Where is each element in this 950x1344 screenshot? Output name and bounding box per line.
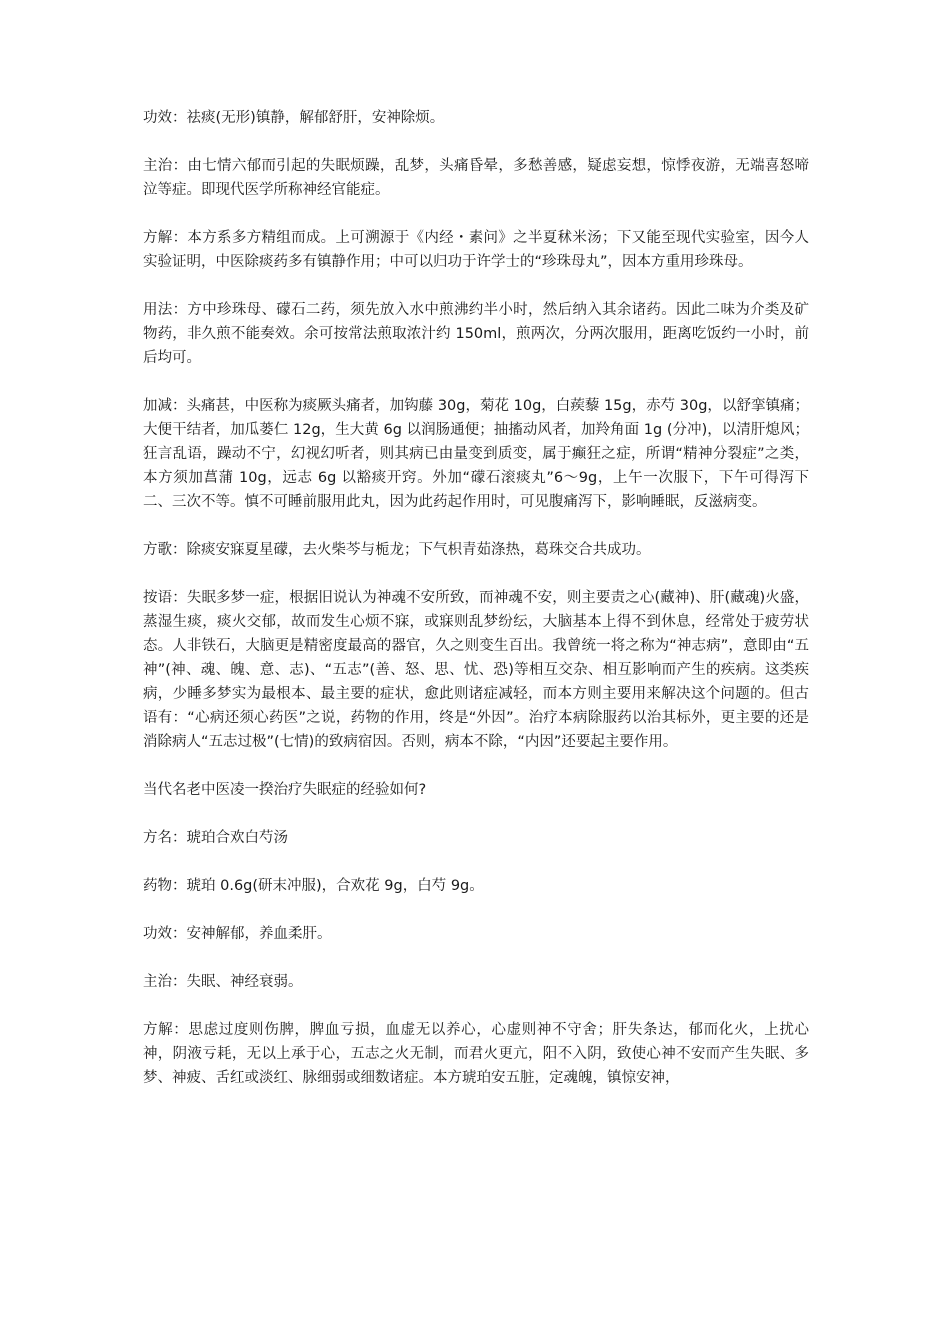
section-question: 当代名老中医凌一揆治疗失眠症的经验如何? (143, 782, 427, 798)
paragraph-indications: 主治：由七情六郁而引起的失眠烦躁，乱梦，头痛昏晕，多愁善感，疑虑妄想，惊悸夜游，无端喜怒啼泣等症。即现代医学所称神经官能症。 (143, 158, 809, 198)
paragraph-efficacy: 功效：祛痰(无形)镇静，解郁舒肝，安神除烦。 (143, 110, 445, 126)
paragraph-formula-explanation: 方解：本方系多方精组而成。上可溯源于《内经・素问》之半夏秫米汤；下又能至现代实验室，因今人实验证明，中医除痰药多有镇静作用；中可以归功于许学士的“珍珠母丸”，因本方重用珍珠母。 (143, 230, 809, 270)
paragraph-usage: 用法：方中珍珠母、礞石二药，须先放入水中煎沸约半小时，然后纳入其余诸药。因此二味为介类及矿物药，非久煎不能奏效。余可按常法煎取浓汁约 150ml，煎两次，分两次服用，距离吃饭约一小时，前后均可。 (143, 302, 809, 366)
paragraph-formula-explanation-2: 方解：思虑过度则伤脾，脾血亏损，血虚无以养心，心虚则神不守舍；肝失条达，郁而化火，上扰心神，阴液亏耗，无以上承于心，五志之火无制，而君火更亢，阳不入阴，致使心神不安而产生失眠、多梦、神疲、舌红或淡红、脉细弱或细数诸症。本方琥珀安五脏，定魂魄，镇惊安神， (143, 1022, 809, 1086)
paragraph-modifications: 加减：头痛甚，中医称为痰厥头痛者，加钩藤 30g，菊花 10g，白蒺藜 15g，赤芍 30g，以舒挛镇痛；大便干结者，加瓜蒌仁 12g，生大黄 6g 以润肠通便；抽搐动风者，加羚角面 1g (分冲)，以清肝熄风；狂言乱语，躁动不宁，幻视幻听者，则其病已由量变到质变，属于癫狂之症，所谓“精神分裂症”之类，本方须加菖蒲 10g，远志 6g 以豁痰开窍。外加“礞石滚痰丸”6～9g，上午一次服下，下午可得泻下二、三次不等。慎不可睡前服用此丸，因为此药起作用时，可见腹痛泻下，影响睡眠，反滋病变。 (143, 398, 809, 510)
document-body (143, 106, 809, 1090)
paragraph-indications-2: 主治：失眠、神经衰弱。 (143, 974, 303, 990)
paragraph-commentary: 按语：失眠多梦一症，根据旧说认为神魂不安所致，而神魂不安，则主要责之心(藏神)、肝(藏魂)火盛，蒸湿生痰，痰火交郁，故而发生心烦不寐，或寐则乱梦纷纭，大脑基本上得不到休息，经常处于疲劳状态。人非铁石，大脑更是精密度最高的器官，久之则变生百出。我曾统一将之称为“神志病”，意即由“五神”(神、魂、魄、意、志)、“五志”(善、怒、思、忧、恐)等相互交杂、相互影响而产生的疾病。这类疾病，少睡多梦实为最根本、最主要的症状，愈此则诸症减轻，而本方则主要用来解决这个问题的。但古语有：“心病还须心药医”之说，药物的作用，终是“外因”。治疗本病除服药以治其标外，更主要的还是消除病人“五志过极”(七情)的致病宿因。否则，病本不除，“内因”还要起主要作用。 (143, 590, 809, 750)
paragraph-formula-name: 方名：琥珀合欢白芍汤 (143, 830, 288, 846)
paragraph-ingredients: 药物：琥珀 0.6g(研末冲服)，合欢花 9g，白芍 9g。 (143, 878, 484, 894)
paragraph-efficacy-2: 功效：安神解郁，养血柔肝。 (143, 926, 332, 942)
paragraph-formula-song: 方歌：除痰安寐夏星礞，去火柴芩与栀龙；下气枳青茹涤热，葛珠交合共成功。 (143, 542, 651, 558)
